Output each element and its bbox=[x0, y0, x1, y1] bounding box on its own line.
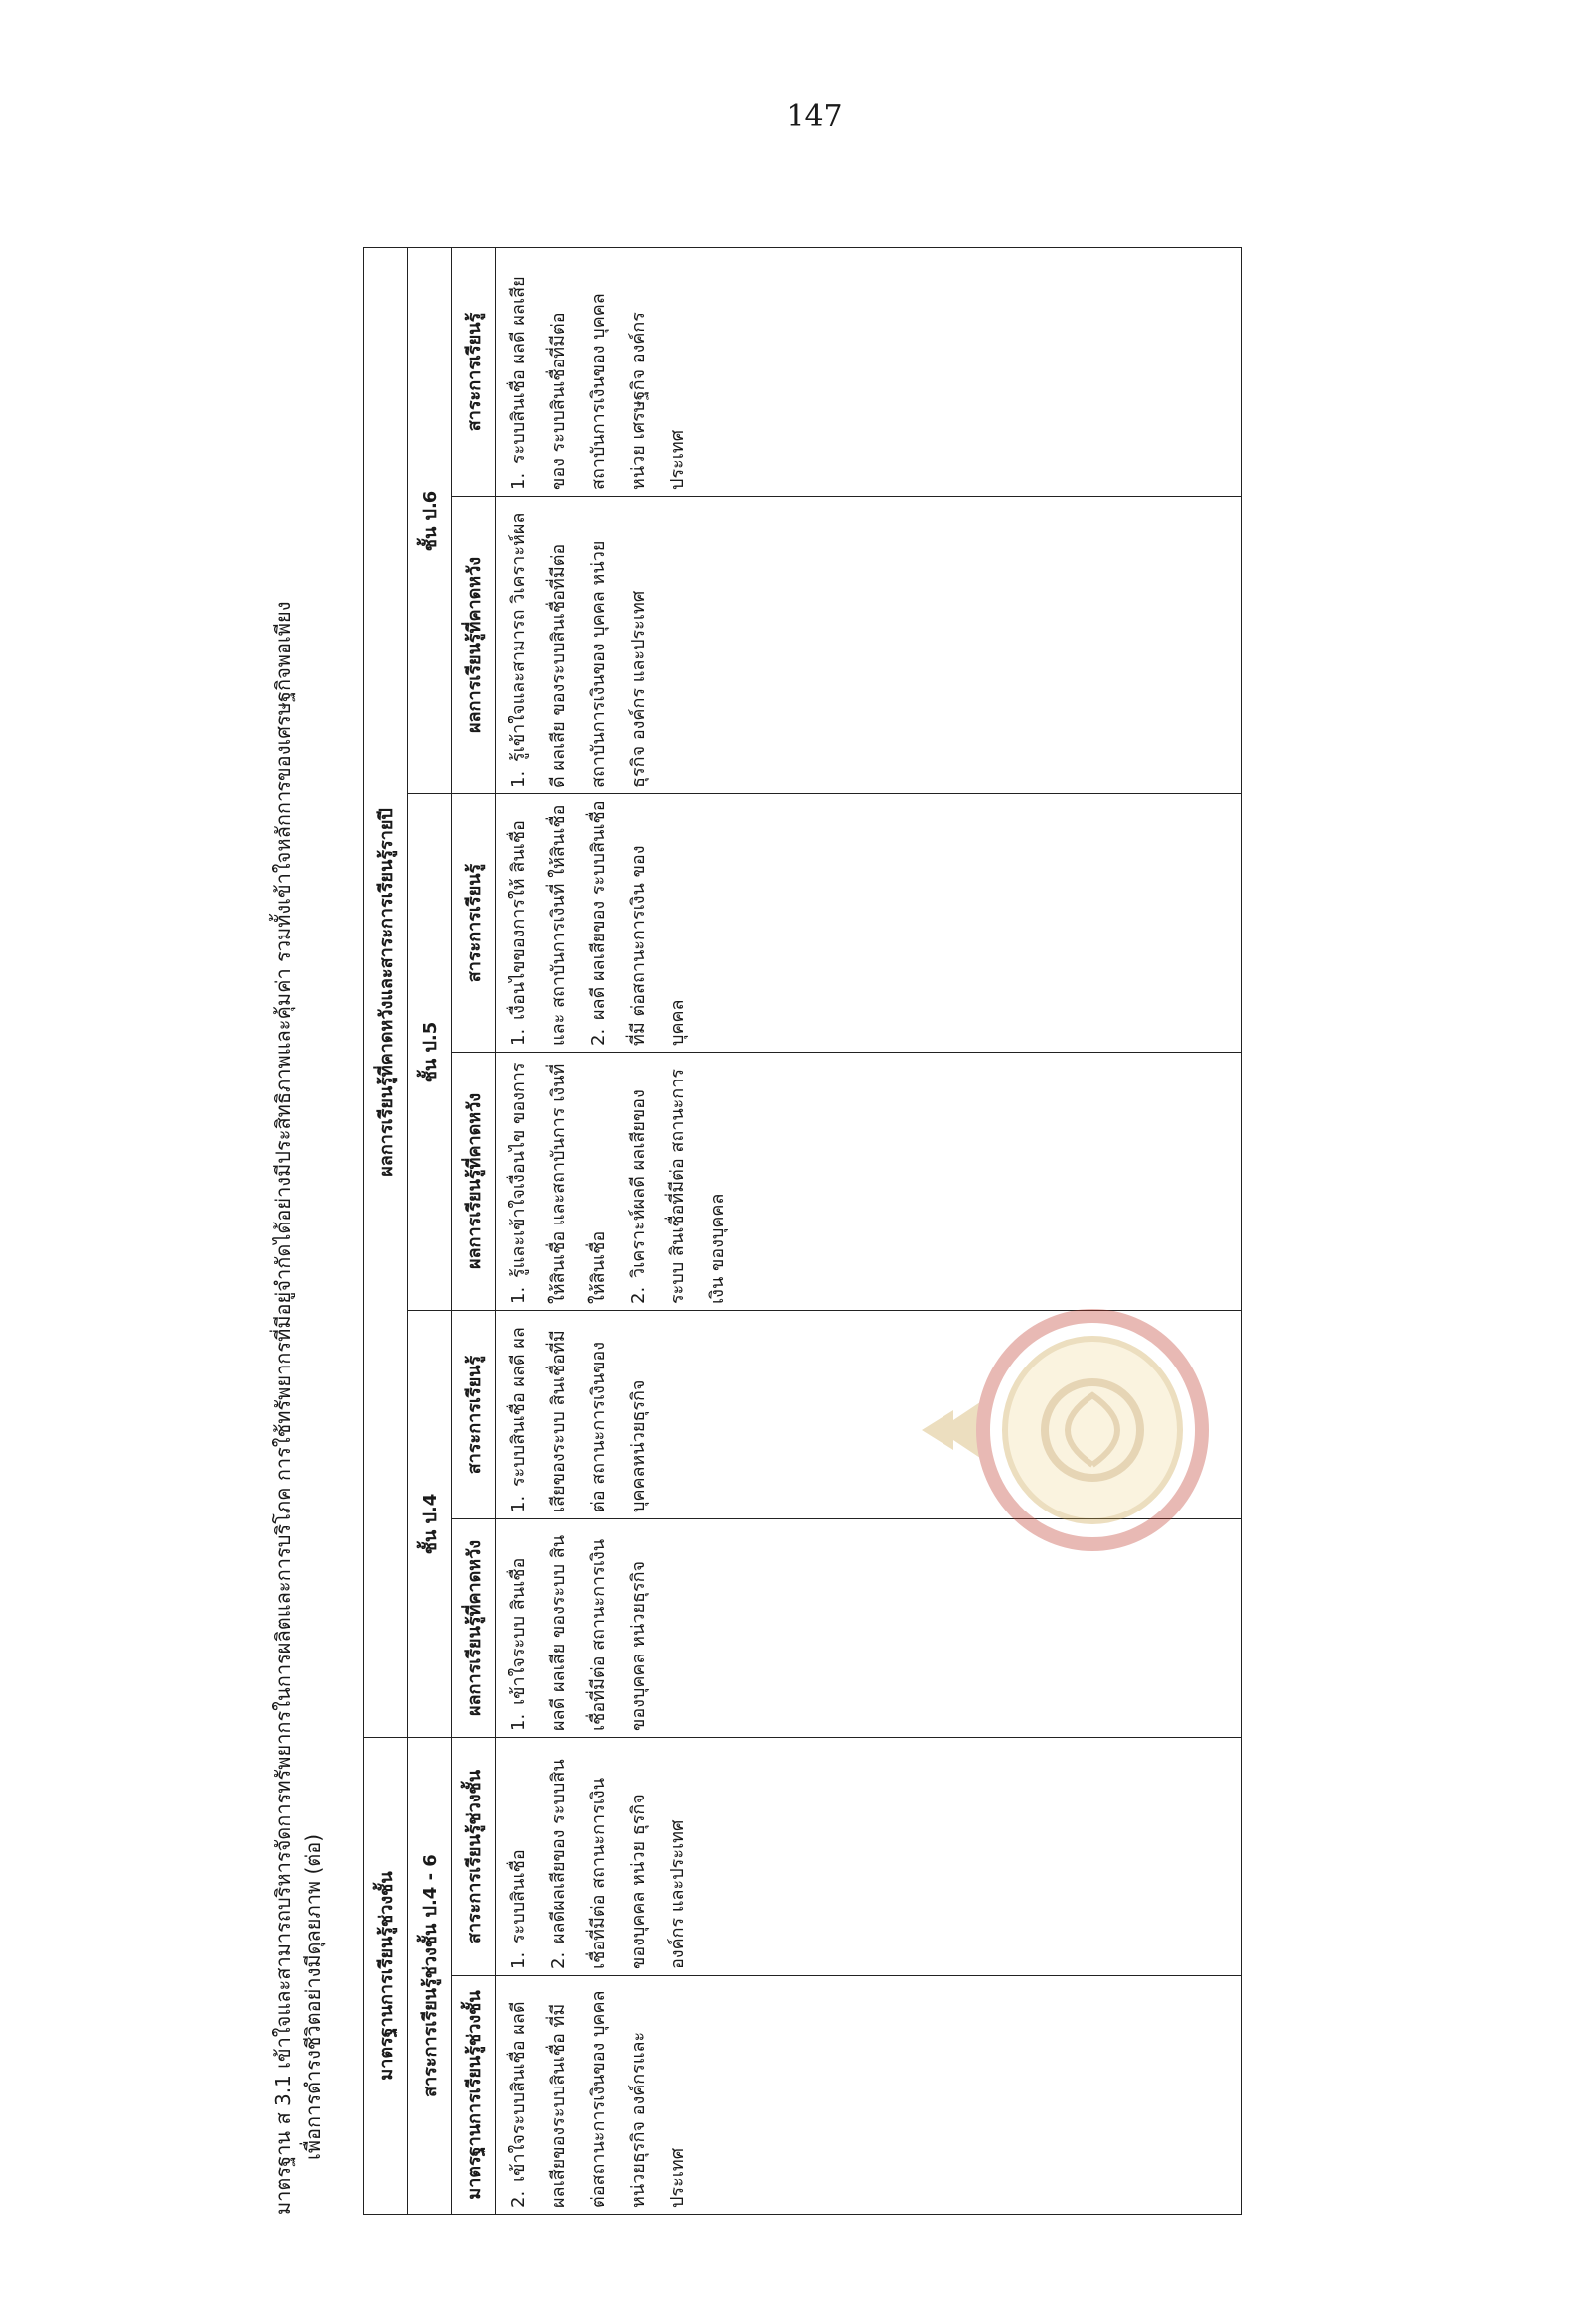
item-number: 1. bbox=[508, 1028, 529, 1046]
list-item bbox=[500, 800, 579, 1046]
list-item bbox=[579, 800, 698, 1046]
item-text: เข้าใจระบบ สินเชื่อ ผลดี ผลเสีย ของระบบ สินเชื่อที่มีต่อ สถานะการเงิน ของบุคคล หน่วยธุรกิจ bbox=[508, 1534, 649, 1731]
subheader-content-range: สาระการเรียนรู้ช่วงชั้น ป.4 - 6 bbox=[408, 1737, 452, 2214]
heading-line-1: มาตรฐาน ส 3.1 เข้าใจและสามารถบริหารจัดการทรัพยากรในการผลิตและการบริโภค การใช้ทรัพยากรที่มีอยู่จำกัดได้อย่างมีประสิทธิภาพและคุ้มค่า รวมทั้งเข้าใจหลักการของเศรษฐกิจพอเพียง bbox=[271, 601, 295, 2215]
item-text: ผลดี ผลเสียของ ระบบสินเชื่อที่มี ต่อสถานะการเงิน ของบุคคล bbox=[588, 800, 688, 1046]
list-item bbox=[539, 1744, 698, 1969]
heading-line-2: เพื่อการดำรงชีวิตอย่างมีดุลยภาพ (ต่อ) bbox=[301, 1833, 325, 2160]
cell-p6-learning bbox=[496, 247, 1242, 496]
item-text: ผลดีผลเสียของ ระบบสินเชื่อที่มีต่อ สถานะการเงิน ของบุคคล หน่วย ธุรกิจ องค์กร และประเทศ bbox=[548, 1759, 688, 1969]
item-text: ระบบสินเชื่อ bbox=[508, 1849, 529, 1943]
item-number: 1. bbox=[508, 472, 529, 490]
item-number: 1. bbox=[508, 770, 529, 788]
item-text: เข้าใจระบบสินเชื่อ ผลดี ผลเสียของระบบสินเชื่อ ที่มีต่อสถานะการเงินของ บุคคล หน่วยธุรกิจ องค์กรและประเทศ bbox=[508, 1990, 688, 2208]
ministry-emblem-watermark bbox=[914, 1301, 1212, 1559]
item-number: 1. bbox=[508, 1713, 529, 1731]
group-header-standard: มาตรฐานการเรียนรู้ช่วงชั้น bbox=[364, 1737, 408, 2214]
item-text: ระบบสินเชื่อ ผลดี ผลเสีย ของ ระบบสินเชื่อที่มีต่อ สถาบันการเงินของ บุคคล หน่วย เศรษฐกิจ องค์กร ประเทศ bbox=[508, 276, 688, 490]
item-text: รู้และเข้าใจเงื่อนไข ของการให้สินเชื่อ และสถาบันการ เงินที่ให้สินเชื่อ bbox=[508, 1062, 609, 1304]
grade-header-p5: ชั้น ป.5 bbox=[408, 793, 452, 1310]
item-number: 2. bbox=[628, 1286, 649, 1304]
list-item bbox=[500, 1059, 619, 1304]
item-number: 2. bbox=[588, 1028, 609, 1046]
col-header-p4-outcome: ผลการเรียนรู้ที่คาดหวัง bbox=[452, 1518, 496, 1737]
cell-p5-outcome bbox=[496, 1052, 1242, 1310]
col-header-p4-learning: สาระการเรียนรู้ bbox=[452, 1310, 496, 1518]
curriculum-table bbox=[363, 247, 1242, 2215]
rotated-page-content bbox=[268, 218, 1261, 2215]
item-number: 1. bbox=[508, 1286, 529, 1304]
grade-header-p4: ชั้น ป.4 bbox=[408, 1310, 452, 1737]
cell-p6-outcome bbox=[496, 496, 1242, 793]
item-number: 2. bbox=[548, 1951, 569, 1969]
table-row bbox=[496, 247, 1242, 2214]
grade-header-p6: ชั้น ป.6 bbox=[408, 247, 452, 793]
standard-heading bbox=[268, 218, 328, 2215]
cell-p5-learning bbox=[496, 793, 1242, 1052]
item-number: 1. bbox=[508, 1951, 529, 1969]
col-header-p5-learning: สาระการเรียนรู้ bbox=[452, 793, 496, 1052]
col-header-p6-outcome: ผลการเรียนรู้ที่คาดหวัง bbox=[452, 496, 496, 793]
list-item bbox=[619, 1059, 738, 1304]
group-header-outcomes: ผลการเรียนรู้ที่คาดหวังและสาระการเรียนรู้รายปี bbox=[364, 247, 408, 1737]
item-text: รู้เข้าใจและสามารถ วิเคราะห์ผลดี ผลเสีย ของระบบสินเชื่อที่มีต่อ สถาบันการเงินของ บุคคล หน่วยธุรกิจ องค์กร และประเทศ bbox=[508, 512, 649, 788]
col-header-content: สาระการเรียนรู้ช่วงชั้น bbox=[452, 1737, 496, 1975]
col-header-standard: มาตรฐานการเรียนรู้ช่วงชั้น bbox=[452, 1976, 496, 2215]
cell-standard bbox=[496, 1976, 1242, 2215]
item-text: เงื่อนไขของการให้ สินเชื่อและ สถาบันการเงินที่ ให้สินเชื่อ bbox=[508, 804, 569, 1046]
item-number: 1. bbox=[508, 1495, 529, 1512]
list-item bbox=[500, 1744, 539, 1969]
item-number: 2. bbox=[508, 2190, 529, 2208]
page-number: 147 bbox=[786, 99, 843, 134]
item-text: วิเคราะห์ผลดี ผลเสียของระบบ สินเชื่อที่มีต่อ สถานะการเงิน ของบุคคล bbox=[628, 1069, 728, 1304]
col-header-p6-learning: สาระการเรียนรู้ bbox=[452, 247, 496, 496]
item-text: ระบบสินเชื่อ ผลดี ผลเสียของระบบ สินเชื่อที่มีต่อ สถานะการเงินของ บุคคลหน่วยธุรกิจ bbox=[508, 1327, 649, 1512]
col-header-p5-outcome: ผลการเรียนรู้ที่คาดหวัง bbox=[452, 1052, 496, 1310]
cell-content bbox=[496, 1737, 1242, 1975]
